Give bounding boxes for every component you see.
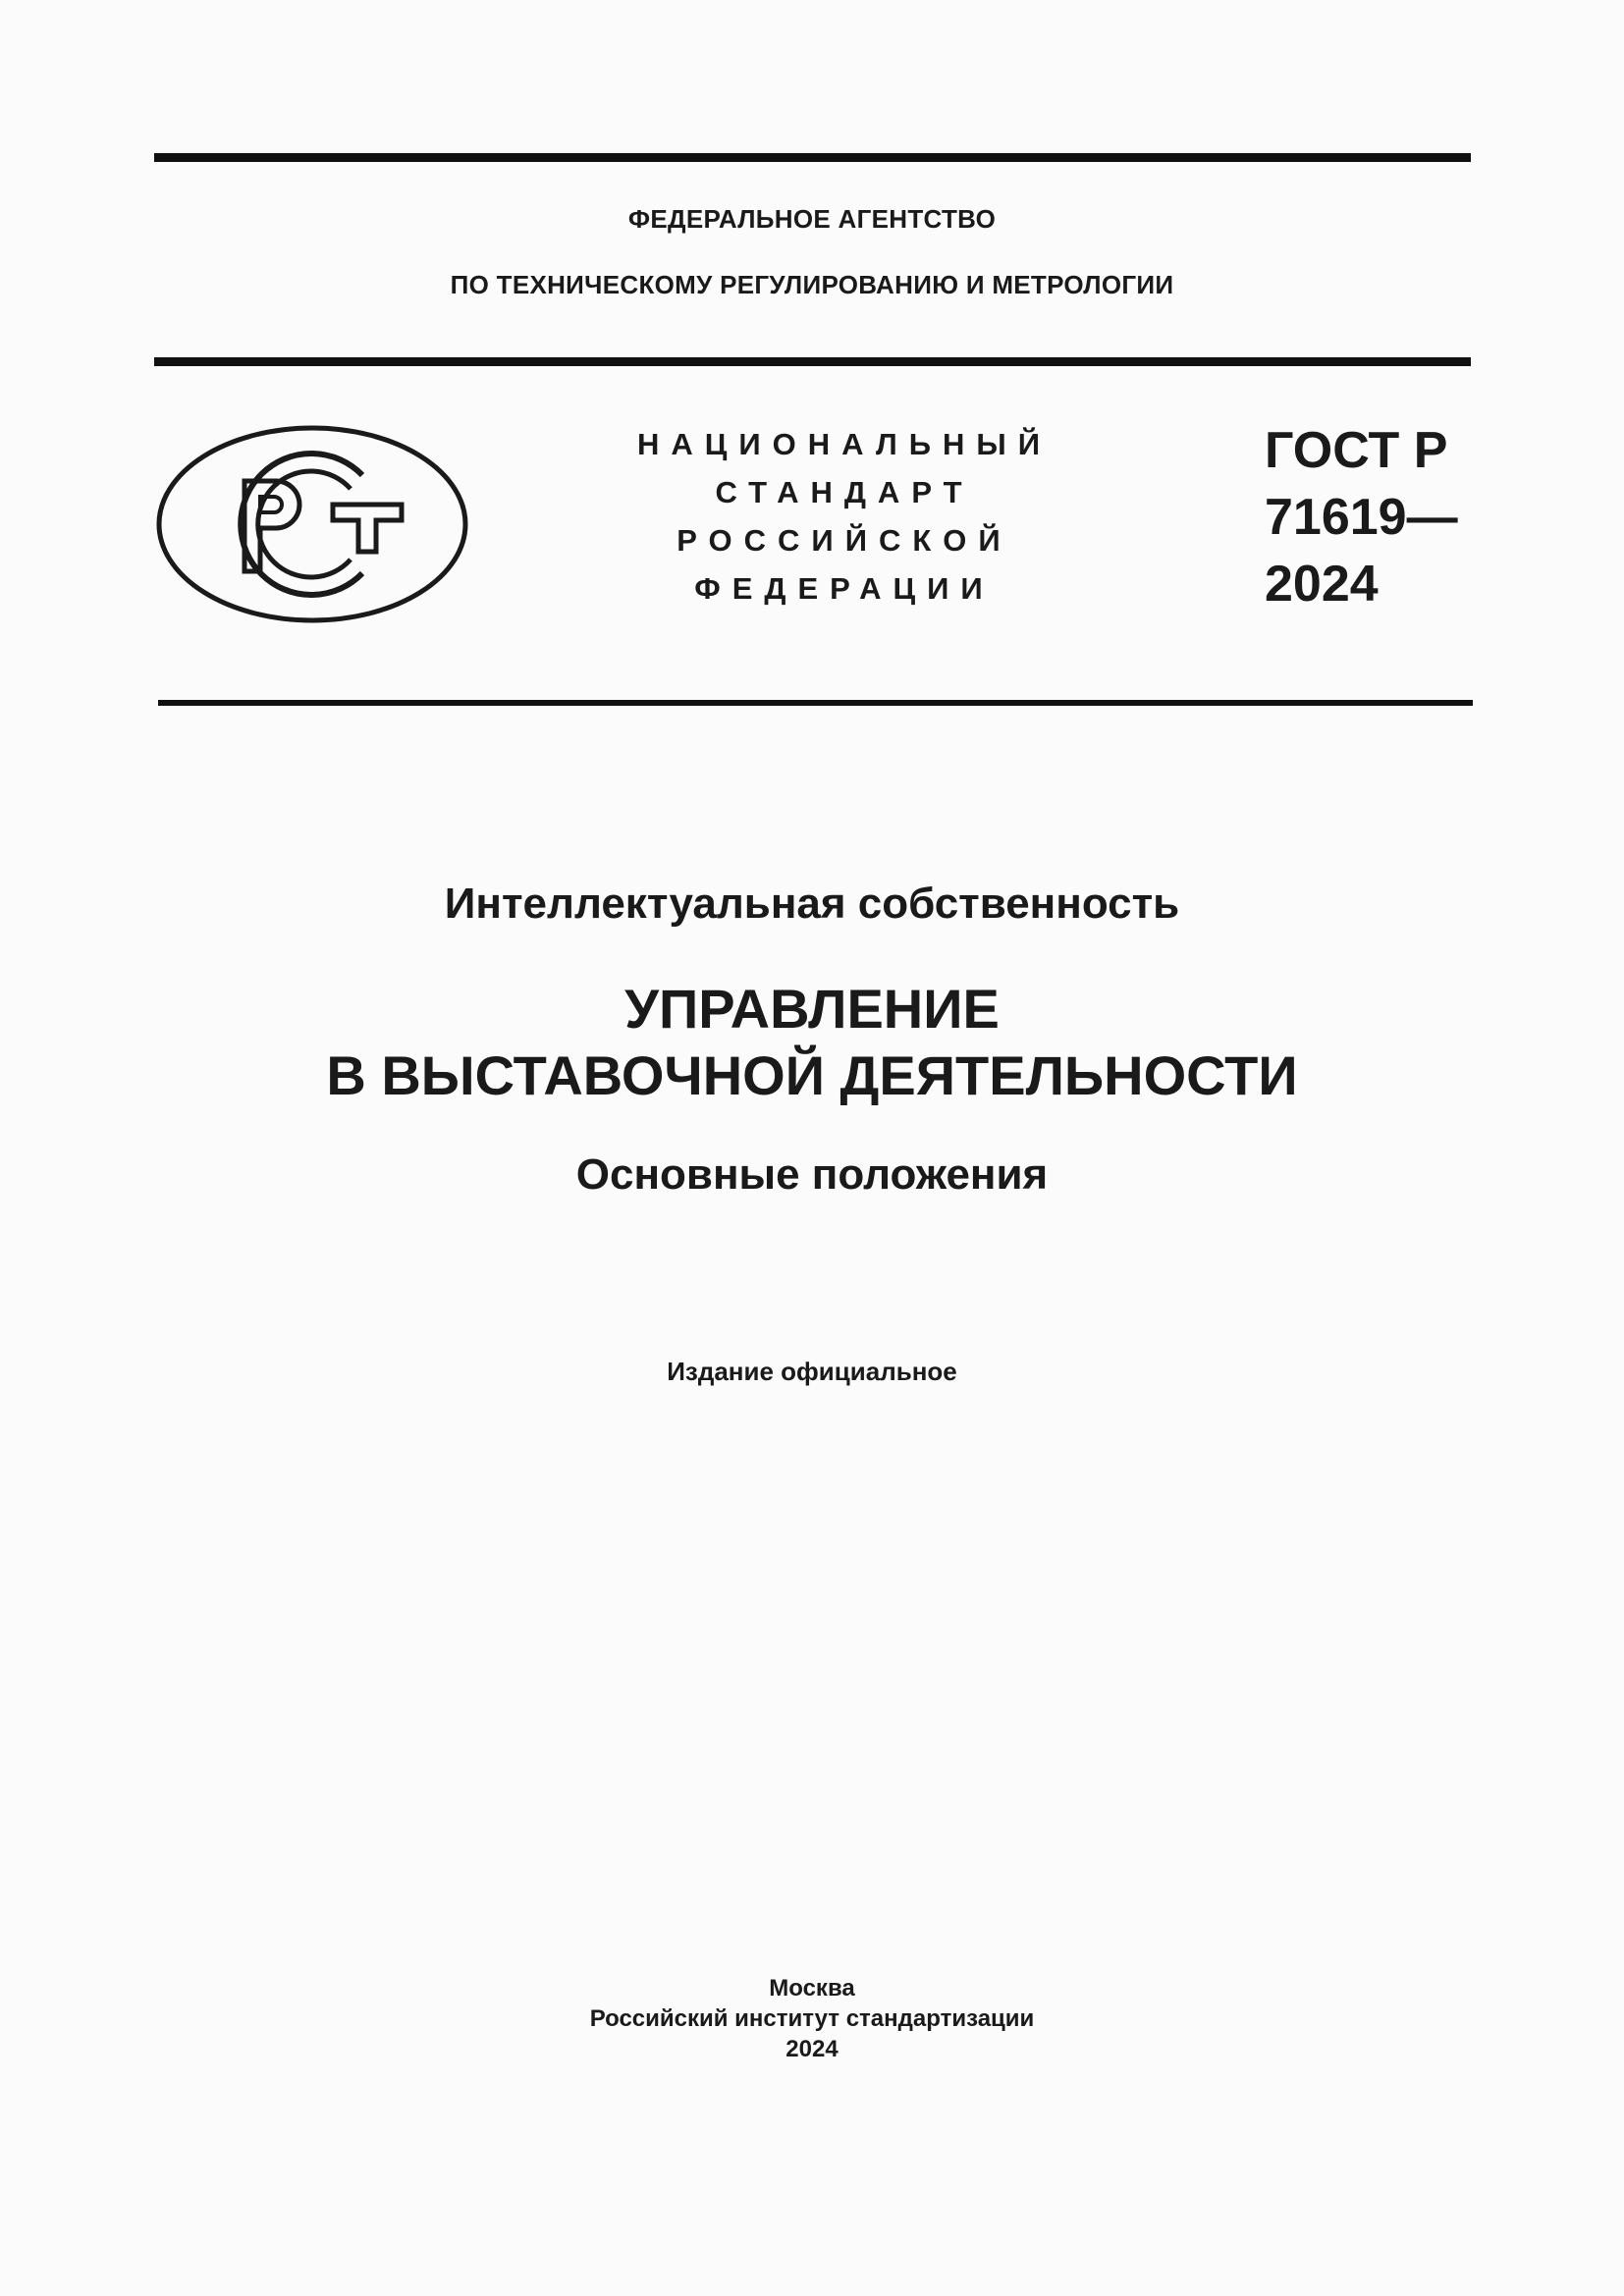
- header-rule: [154, 357, 1471, 366]
- designation-line2: 71619—: [1265, 489, 1458, 546]
- standard-designation: [1265, 417, 1458, 617]
- document-title: [0, 976, 1624, 1109]
- imprint-year: 2024: [785, 2036, 839, 2062]
- imprint: [0, 1973, 1624, 2064]
- document-title-line2: В ВЫСТАВОЧНОЙ ДЕЯТЕЛЬНОСТИ: [326, 1044, 1298, 1106]
- national-standard-line3: РОССИЙСКОЙ: [677, 523, 1012, 558]
- imprint-publisher: Российский институт стандартизации: [589, 2005, 1035, 2032]
- top-rule: [154, 153, 1471, 162]
- edition-label: Издание официальное: [667, 1357, 957, 1386]
- document-subtitle: Основные положения: [575, 1150, 1049, 1199]
- designation-line1: ГОСТ Р: [1265, 422, 1448, 479]
- title-rule: [158, 700, 1473, 706]
- agency-name-line2: ПО ТЕХНИЧЕСКОМУ РЕГУЛИРОВАНИЮ И МЕТРОЛОГИИ: [450, 270, 1174, 299]
- document-title-line1: УПРАВЛЕНИЕ: [624, 978, 1000, 1040]
- designation-line3: 2024: [1265, 556, 1379, 613]
- national-standard-line2: СТАНДАРТ: [715, 475, 974, 509]
- national-standard-line1: НАЦИОНАЛЬНЫЙ: [636, 427, 1053, 461]
- agency-name-line1: ФЕДЕРАЛЬНОЕ АГЕНТСТВО: [627, 204, 997, 234]
- rst-certification-mark-icon: [154, 424, 470, 624]
- national-standard-line4: ФЕДЕРАЦИИ: [694, 571, 995, 606]
- national-standard-label: [628, 420, 1060, 613]
- imprint-city: Москва: [769, 1975, 855, 2002]
- document-subject: Интеллектуальная собственность: [444, 880, 1180, 928]
